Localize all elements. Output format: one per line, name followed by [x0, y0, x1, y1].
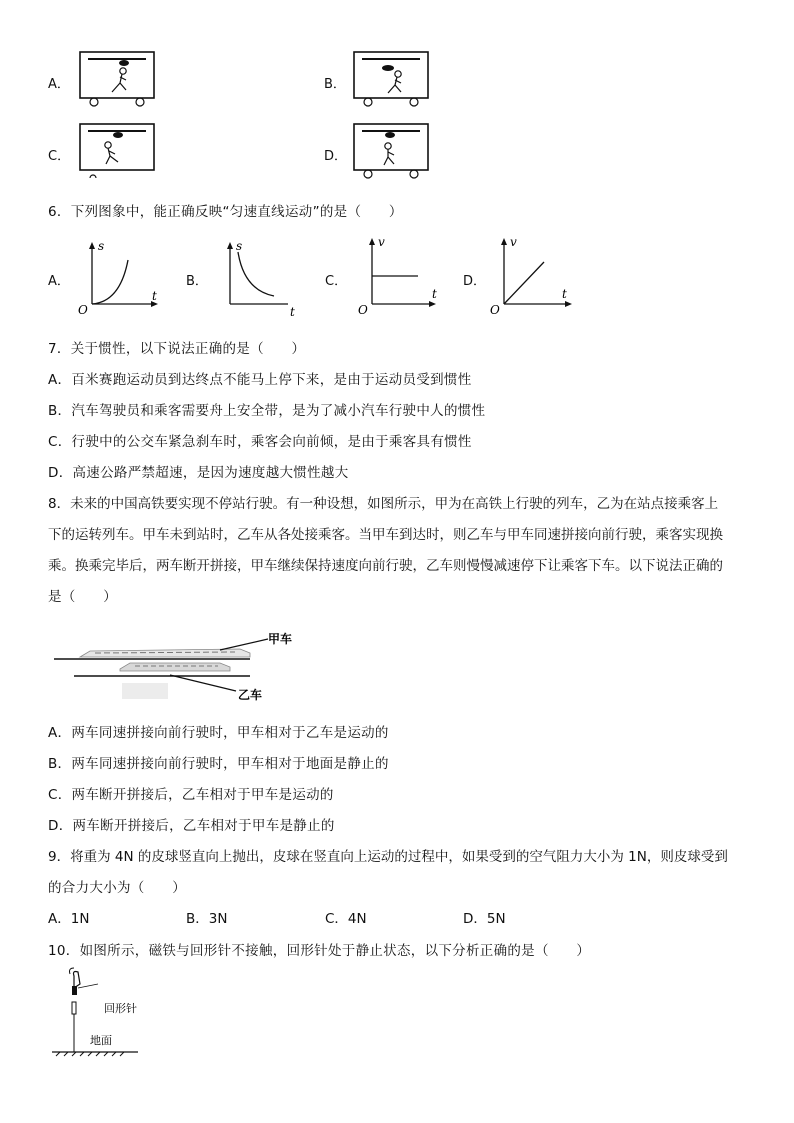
q9-option-a: A．1N — [48, 911, 90, 927]
q5-option-a-figure — [76, 50, 158, 108]
q6-option-b-label: B． — [186, 274, 208, 289]
q6-c-y-label: v — [378, 235, 385, 249]
q6-graph-b — [210, 238, 300, 316]
q8-option-c: C．两车断开拼接后，乙车相对于甲车是运动的 — [48, 787, 334, 803]
q6-a-y-label: s — [98, 239, 105, 253]
q9-option-c: C．4N — [325, 911, 367, 927]
q5-option-c-figure — [76, 122, 158, 180]
q7-stem: 7．关于惯性，以下说法正确的是（ ） — [48, 341, 306, 357]
q6-b-y-label: s — [236, 239, 243, 253]
q8-stem-line-4: 是（ ） — [48, 589, 117, 605]
q7-option-d: D．高速公路严禁超速，是因为速度越大惯性越大 — [48, 465, 349, 481]
q8-train-figure — [50, 625, 300, 705]
q8-stem-line-1: 8．未来的中国高铁要实现不停站行驶。有一种设想，如图所示，甲为在高铁上行驶的列车，乙为在站点接乘客上 — [48, 496, 719, 512]
q6-option-a-label: A． — [48, 274, 70, 289]
q6-stem: 6．下列图象中，能正确反映“匀速直线运动”的是（ ） — [48, 204, 403, 220]
q7-option-a: A．百米赛跑运动员到达终点不能马上停下来，是由于运动员受到惯性 — [48, 372, 472, 388]
q6-graph-a — [72, 238, 162, 316]
q10-label-ground: 地面 — [90, 1034, 112, 1047]
q5-option-c-label: C． — [48, 149, 71, 164]
q6-a-x-label: t — [152, 289, 157, 303]
q5-option-a-label: A． — [48, 77, 70, 92]
q6-c-origin: O — [358, 303, 368, 316]
q10-stem: 10．如图所示，磁铁与回形针不接触，回形针处于静止状态，以下分析正确的是（ ） — [48, 943, 591, 959]
q8-option-b: B．两车同速拼接向前行驶时，甲车相对于地面是静止的 — [48, 756, 389, 772]
q8-option-a: A．两车同速拼接向前行驶时，甲车相对于乙车是运动的 — [48, 725, 389, 741]
q10-magnet-figure — [48, 966, 188, 1058]
q7-option-b: B．汽车驾驶员和乘客需要舟上安全带，是为了减小汽车行驶中人的惯性 — [48, 403, 486, 419]
q6-d-origin: O — [490, 303, 500, 316]
q8-stem-line-2: 下的运转列车。甲车未到站时，乙车从各处接乘客。当甲车到达时，则乙车与甲车同速拼接向前行驶，乘客实现换 — [48, 527, 723, 543]
q7-option-c: C．行驶中的公交车紧急刹车时，乘客会向前倾，是由于乘客具有惯性 — [48, 434, 472, 450]
q6-d-y-label: v — [510, 235, 517, 249]
q8-option-d: D．两车断开拼接后，乙车相对于甲车是静止的 — [48, 818, 335, 834]
q6-graph-d — [488, 232, 580, 316]
q6-c-x-label: t — [432, 287, 437, 301]
q6-graph-c — [352, 232, 444, 316]
q5-option-d-label: D． — [324, 149, 348, 164]
q6-option-d-label: D． — [463, 274, 487, 289]
q5-option-b-figure — [350, 50, 432, 108]
q6-d-x-label: t — [562, 287, 567, 301]
q9-option-b: B．3N — [186, 911, 228, 927]
q5-option-d-figure — [350, 122, 432, 180]
q8-stem-line-3: 乘。换乘完毕后，两车断开拼接，甲车继续保持速度向前行驶，乙车则慢慢减速停下让乘客下车。以下说法正确的 — [48, 558, 723, 574]
q9-stem-line-2: 的合力大小为（ ） — [48, 880, 186, 896]
q8-label-yi: 乙车 — [238, 688, 263, 702]
q6-a-origin: O — [78, 303, 88, 316]
q9-option-d: D．5N — [463, 911, 506, 927]
q6-option-c-label: C． — [325, 274, 348, 289]
q8-label-jia: 甲车 — [268, 632, 293, 646]
q5-option-b-label: B． — [324, 77, 346, 92]
q6-b-x-label: t — [290, 305, 295, 316]
q9-stem-line-1: 9．将重为 4N 的皮球竖直向上抛出，皮球在竖直向上运动的过程中，如果受到的空气阻力大小为 1N，则皮球受到 — [48, 849, 728, 865]
q10-label-clip: 回形针 — [104, 1002, 137, 1015]
